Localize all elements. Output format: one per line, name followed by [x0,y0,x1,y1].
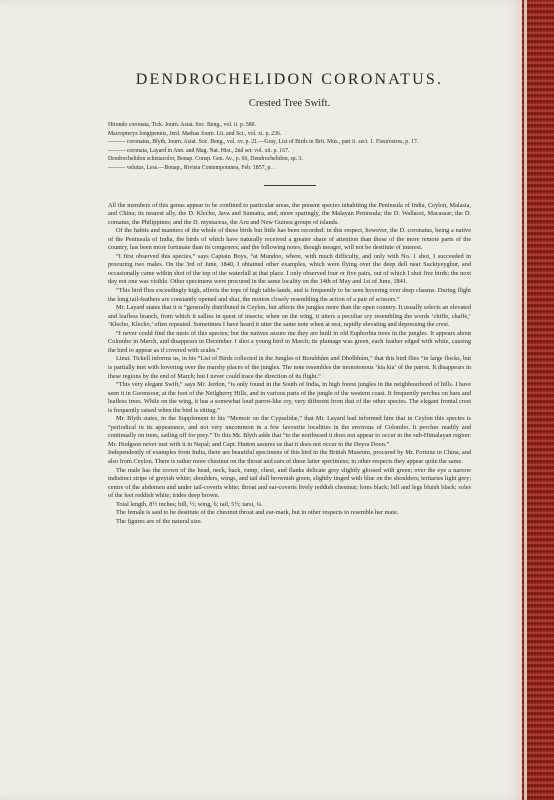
synonym-entry: ——— velutus, Less.—Bonap., Rivista Contemporanea, Feb. 1857, p. . [108,164,275,171]
synonym-entry: Dendrochelidon schistacolor, Bonap. Consp. Gen. Av., p. 66, Dendrochelidon, sp. 3. [108,156,303,163]
paragraph: “I first observed this species,” says Captain Boys, “at Mundoo, where, with much difficulty, and only with No. 1 shot, I succeeded in procuring two males. On the 3rd of June, 1840, I obtained other examples, which were flying over the deep dell near Sucktyeyghur, and occasionally came within shot of the top of the waterfall at that place. I only observed four or five pairs, out of which I shot five birds; the next day not one was visible. Other specimens were procured in the same locality on the 14th of May and 1st of June, 1841. [108,252,471,286]
paragraph: Mr. Layard states that it is “generally distributed in Ceylon, but affects the jungles more than the open country. It usually selects an elevated and leafless branch, from which it sallies in quest of insects; when on the wing, it utters a peculiar cry resembling the words ‘chiffe, chaffe,’ ‘Klecho, Klecho,’ often repeated. Sometimes I have heard it utter the same note when at rest, rapidly elevating and depressing the crest. [108,304,471,329]
book-spine-edge [522,0,554,800]
page-title: DENDROCHELIDON CORONATUS. [135,71,444,88]
paragraph: Mr. Blyth states, in the Supplement to his “Memoir on the Cypselidæ,” that Mr. Layard had informed him that in Ceylon this species is “periodical in its appearance, and not very uncommon in a few favourite localities in the environs of Colombo. It perches readily and continually on trees, sailing off for prey.” To this Mr. Blyth adds that “to the northward it does not appear to occur in the sub-Himalayan region: Mr. Hodgson never met with it in Nepal; and Capt. Hutton assures us that it does not occur in the Deyra Doon.” [108,415,471,448]
synonym-entry: ——— coronatus, Blyth, Journ. Asiat. Soc. Beng., vol. xv. p. 21.—Gray, List of Birds in Brit. Mus., part ii. sect. 1. Fissirostres, p. 17. [108,139,419,146]
paragraph: “This very elegant Swift,” says Mr. Jerdon, “is only found in the South of India, in high forest jungles in the neighbourhood of hills. I have seen it in Goomsoor, at the foot of the Neilgherry Hills, and in various parts of the jungle of the western coast. It frequently perches on bare and leafless trees. While on the wing, it has a somewhat loud parrot-like cry, very different from that of the other species. The elegant frontal crest is frequently raised when the bird is sitting.” [108,381,471,414]
paragraph: “This bird flies exceedingly high, affects the tops of high table-lands, and is frequently to be seen hovering over deep chasms. During flight the long tail-feathers are constantly opened and shut, the motion closely resembling the action of a pair of scissors.” [108,287,471,303]
paragraph: The female is said to be destitute of the chestnut throat and ear-mark, but in other respects to resemble her mate. [116,509,399,517]
synonym-entry: Hirundo coronata, Tick. Journ. Asiat. Soc. Beng., vol. ii. p. 580. [108,122,256,128]
paragraph: Lieut. Tickell informs us, in his “List of Birds collected in the Jungles of Borabhúm and Dholbhúm,” that this bird flies “in large flocks, but is partially met with hovering over the marshy places of the jungles. The note resembles the monotonous ‘kia kia’ of the parrot. It disappears in these regions by the end of March; but I never could trace the direction of its flight.” [108,355,471,380]
section-divider [264,185,316,186]
body-text [108,202,471,527]
synonymy-list [108,121,471,173]
paragraph: Of the habits and manners of the whole of these birds but little has been recorded: in this respect, however, the D. coronatus, being a native of the Peninsula of India, the birds of which have naturally received a greater share of attention than those of the more remote parts of the country, has been more fortunate than its congeners; and the following notes, though meagre, will not be destitute of interest. [108,227,471,252]
paragraph: Total length, 8½ inches; bill, ½; wing, 6; tail, 5½; tarsi, ¼. [116,500,263,508]
paragraph: All the members of this genus appear to be confined to particular areas, the present species inhabiting the Peninsula of India, Ceylon, Malasia, and China; its nearest ally, the D. Klecho, Java and Sumatra, and, more sparingly, the Malayan Peninsula; the D. Wallacei, Macassar; the D. comatus, the Philippines; and the D. mystaceus, the Aru and New Guinea groups of islands. [108,201,471,226]
synonym-entry: ——— coronata, Layard in Ann. and Mag. Nat. Hist., 2nd ser. vol. xii. p. 167. [108,147,290,154]
common-name: Crested Tree Swift. [248,98,331,109]
paragraph: “I never could find the nests of this species; but the natives assure me they are built in old Euphorbia trees in the jungles. It appears about Colombo in March, and disappears in December. I shot a young bird in March; its plumage was green, each feather edged with white, causing the bird to appear as if covered with scales.” [108,329,471,354]
paragraph: The figures are of the natural size. [116,517,203,525]
paragraph: Independently of examples from India, there are beautiful specimens of this bird in the British Museum, procured by Mr. Fortune in China, and also from Ceylon. There is rather more chestnut on the throat and ears of these latter specimens; in other respects they appear quite the same. [108,449,471,465]
page-content [108,70,471,526]
paragraph: The male has the crown of the head, neck, back, rump, chest, and flanks delicate grey slightly glossed with green; over the eye a narrow indistinct stripe of greyish white; shoulders, wings, and tail dull brownish green, slightly tinged with blue on the shoulders; tertiaries light grey; centre of the abdomen and under tail-coverts white; throat and ear-coverts lively reddish chestnut; lores black; bill and legs bluish black; soles of the feet reddish white; irides deep brown. [108,466,471,500]
synonym-entry: Macropteryx longipennis, Jerd. Madras Journ. Lit. and Sci., vol. xi. p. 236. [108,130,282,137]
